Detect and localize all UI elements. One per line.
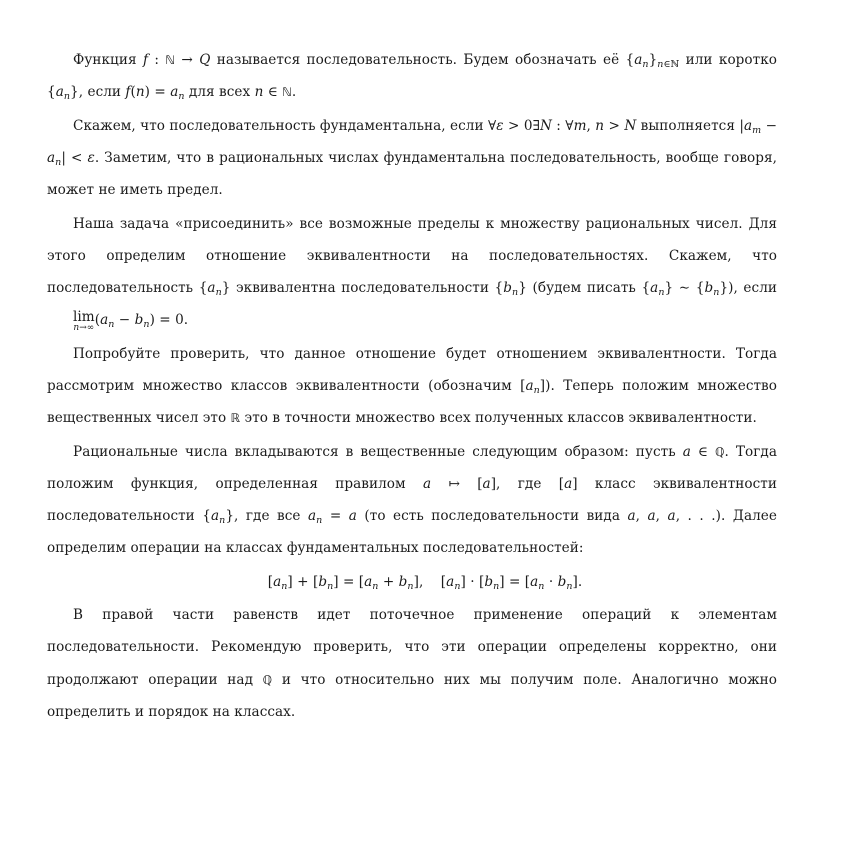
limit-expression: lim n→∞	[73, 309, 95, 334]
paragraph-rational-embedding: Рациональные числа вкладываются в вещественные следующим образом: пусть a ∈ ℚ. Тогда положим функция, определенная правилом a ↦ [a], где [a] класс эквивалентности последовательности $\{a_n\}$, где все $a_n = a$ (то есть последовательности вида a, a, a, . . .). Далее определим операции на классах фундаментальных последовательностей:	[47, 443, 778, 557]
document-body	[47, 44, 777, 729]
paragraph-equivalence-classes: Попробуйте проверить, что данное отношение будет отношением эквивалентности. Тогда рассмотрим множество классов эквивалентности (обозначим $[a_n]$). Теперь положим множество вещественных чисел это ℝ это в точности множество всех полученных классов эквивалентности.	[47, 345, 777, 427]
paragraph-sequence-definition: Функция f : ℕ → Q называется последовательность. Будем обозначать её $\{a_n\}_{n\in ℕ}$ или коротко $\{a_n\}$, если $f(n) = a_n$ для всех n ∈ ℕ.	[47, 52, 778, 103]
paragraph-field-properties: В правой части равенств идет поточечное применение операций к элементам последовательности. Рекомендую проверить, что эти операции определены корректно, они продолжают операции над ℚ и что относительно них мы получим поле. Аналогично можно определить и порядок на классах.	[47, 607, 777, 720]
paragraph-equivalence-relation: Наша задача «присоединить» все возможные пределы к множеству рациональных чисел. Для этого определим отношение эквивалентности на последовательностях. Скажем, что последовательность $\{a_n\}$ эквивалентна последовательности $\{b_n\}$ (будем писать $\{a_n\}$ ∼ $\{b_n\}$), если lim n→∞ $(a_n - b_n) = 0$.	[47, 215, 777, 334]
operations-formula: $[a_n] + [b_n] = [a_n + b_n]$, $[a_n] \cdot [b_n] = [a_n \cdot b_n]$.	[267, 573, 583, 592]
paragraph-fundamental-sequence: Скажем, что последовательность фундаментальна, если ∀ε > 0∃N : ∀m, n > N выполняется $|a_m - a_n| < \varepsilon$. Заметим, что в рациональных числах фундаментальна последовательность, вообще говоря, может не иметь предел.	[47, 117, 778, 199]
